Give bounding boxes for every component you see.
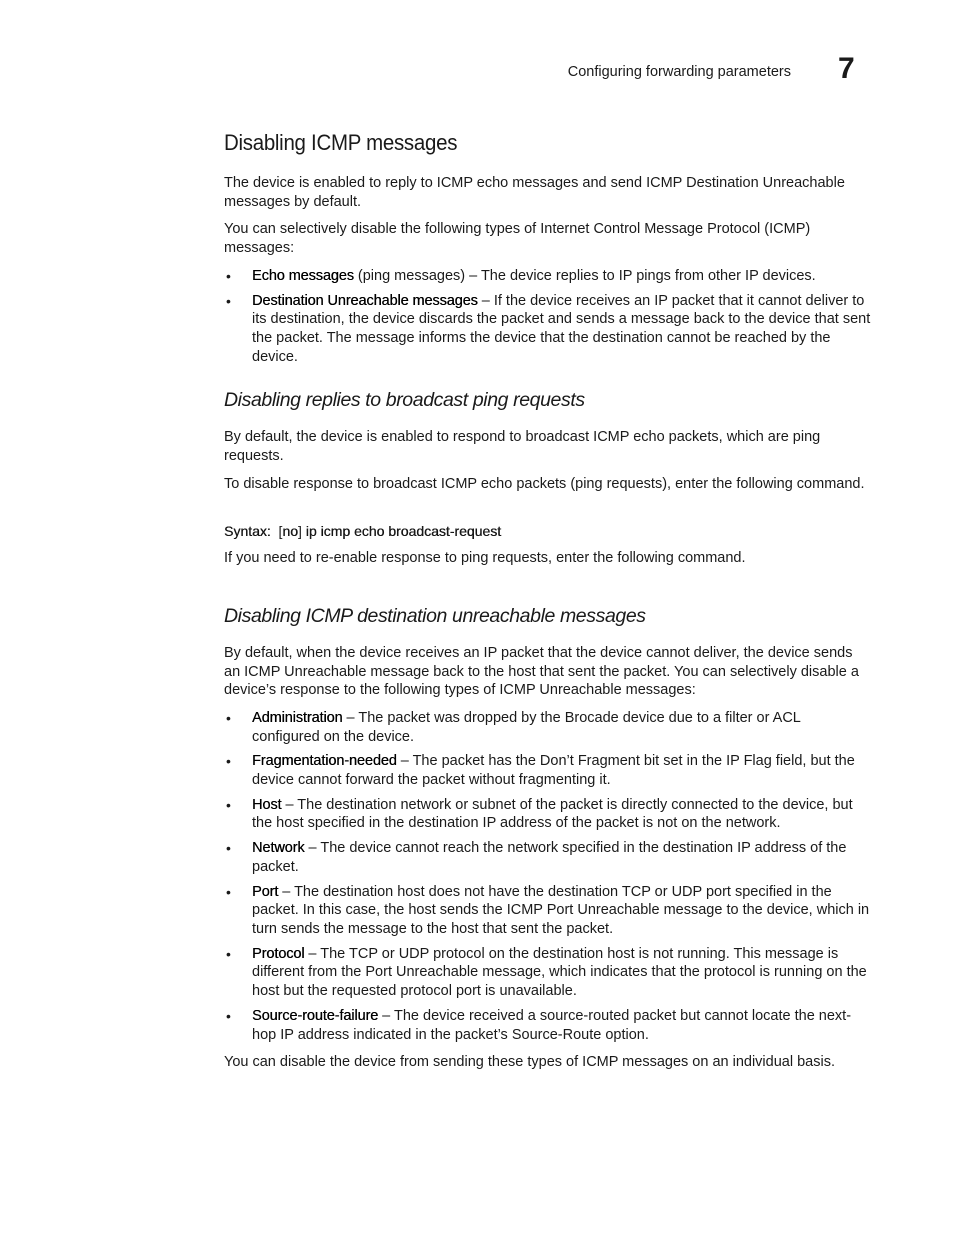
list-item-term: Host xyxy=(252,796,282,813)
list-item-term: Administration xyxy=(252,709,343,726)
closing-paragraph: You can disable the device from sending these types of ICMP messages on an individual basis. xyxy=(224,1054,835,1071)
list-item-term: Destination Unreachable messages xyxy=(252,292,478,309)
section-title: Disabling ICMP messages xyxy=(224,130,458,155)
intro-paragraph-1: The device is enabled to reply to ICMP echo messages and send ICMP Destination Unreachable messages by default. xyxy=(224,175,845,210)
unreachable-intro: By default, when the device receives an IP packet that the device cannot deliver, the device sends an ICMP Unreachable message back to the host that sent the packet. You can selectively disable a device’s response to the following types of ICMP Unreachable messages: xyxy=(224,644,859,699)
list-item-desc: – The packet was dropped by the Brocade device due to a filter or ACL configured on the device. xyxy=(252,709,801,745)
list-item xyxy=(224,945,872,1001)
broadcast-paragraph-1: By default, the device is enabled to respond to broadcast ICMP echo packets, which are ping requests. xyxy=(224,429,821,465)
bullet-icon: • xyxy=(226,796,231,813)
list-item-desc: – The destination host does not have the destination TCP or UDP port specified in the packet. In this case, the host sends the ICMP Port Unreachable message to the device, which in turn sends the message to the host that sent the packet. xyxy=(252,883,870,937)
broadcast-paragraph-2: To disable response to broadcast ICMP echo packets (ping requests), enter the following command. xyxy=(224,475,865,492)
syntax-bracket-open: [ xyxy=(278,523,283,540)
list-item-term: Protocol xyxy=(252,945,305,962)
list-item-term: Network xyxy=(252,840,305,857)
list-item-desc: – If the device receives an IP packet that it cannot deliver to its destination, the device discards the packet and sends a message back to the device that sent the packet. The message informs the device that the destination cannot be reached by the device. xyxy=(252,292,871,365)
list-item-desc: (ping messages) – The device replies to IP pings from other IP devices. xyxy=(353,267,816,284)
bullet-icon: • xyxy=(226,267,231,284)
bullet-icon: • xyxy=(226,1007,231,1024)
syntax-bracket-close: ] xyxy=(297,523,302,540)
syntax-line xyxy=(224,522,872,541)
list-item-term: Echo messages xyxy=(252,267,354,284)
list-item xyxy=(224,267,872,286)
bullet-icon: • xyxy=(226,709,231,726)
broadcast-paragraph-3: If you need to re-enable response to ping requests, enter the following command. xyxy=(224,550,746,567)
syntax-label: Syntax: xyxy=(224,523,271,540)
bullet-icon: • xyxy=(226,883,231,900)
list-item-term: Fragmentation-needed xyxy=(252,753,397,770)
subsection-title-broadcast: Disabling replies to broadcast ping requests xyxy=(224,389,585,412)
list-item xyxy=(224,796,872,833)
bullet-icon: • xyxy=(226,292,231,309)
list-item xyxy=(224,883,872,939)
icmp-types-list xyxy=(224,267,872,367)
list-item-term: Port xyxy=(252,883,279,900)
list-item-desc: – The device received a source-routed packet but cannot locate the next-hop IP address indicated in the packet’s Source-Route option. xyxy=(252,1007,852,1043)
bullet-icon: • xyxy=(226,840,231,857)
list-item-desc: – The destination network or subnet of the packet is directly connected to the device, but the host specified in the destination IP address of the packet is not on the network. xyxy=(252,796,853,832)
subsection-title-unreachable: Disabling ICMP destination unreachable messages xyxy=(224,604,646,627)
list-item-desc: – The TCP or UDP protocol on the destination host is not running. This message is different from the Port Unreachable message, which indicates that the protocol is running on the host but the requested protocol port is unavailable. xyxy=(252,945,867,1000)
list-item-term: Source-route-failure xyxy=(252,1007,379,1024)
intro-paragraph-2: You can selectively disable the following types of Internet Control Message Protocol (ICMP) messages: xyxy=(224,221,811,257)
list-item-desc: – The packet has the Don’t Fragment bit set in the IP Flag field, but the device cannot forward the packet without fragmenting it. xyxy=(252,753,855,789)
list-item xyxy=(224,292,872,367)
syntax-no-keyword: no xyxy=(282,523,298,540)
bullet-icon: • xyxy=(226,753,231,770)
running-header: Configuring forwarding parameters xyxy=(567,64,791,80)
list-item-desc: – The device cannot reach the network specified in the destination IP address of the packet. xyxy=(252,840,847,875)
unreachable-types-list xyxy=(224,709,872,1044)
list-item xyxy=(224,1007,872,1044)
page-content xyxy=(224,130,872,1081)
chapter-number: 7 xyxy=(838,52,855,85)
bullet-icon: • xyxy=(226,945,231,962)
list-item xyxy=(224,752,872,789)
list-item xyxy=(224,839,872,876)
syntax-command: ip icmp echo broadcast-request xyxy=(305,523,502,540)
list-item xyxy=(224,709,872,746)
